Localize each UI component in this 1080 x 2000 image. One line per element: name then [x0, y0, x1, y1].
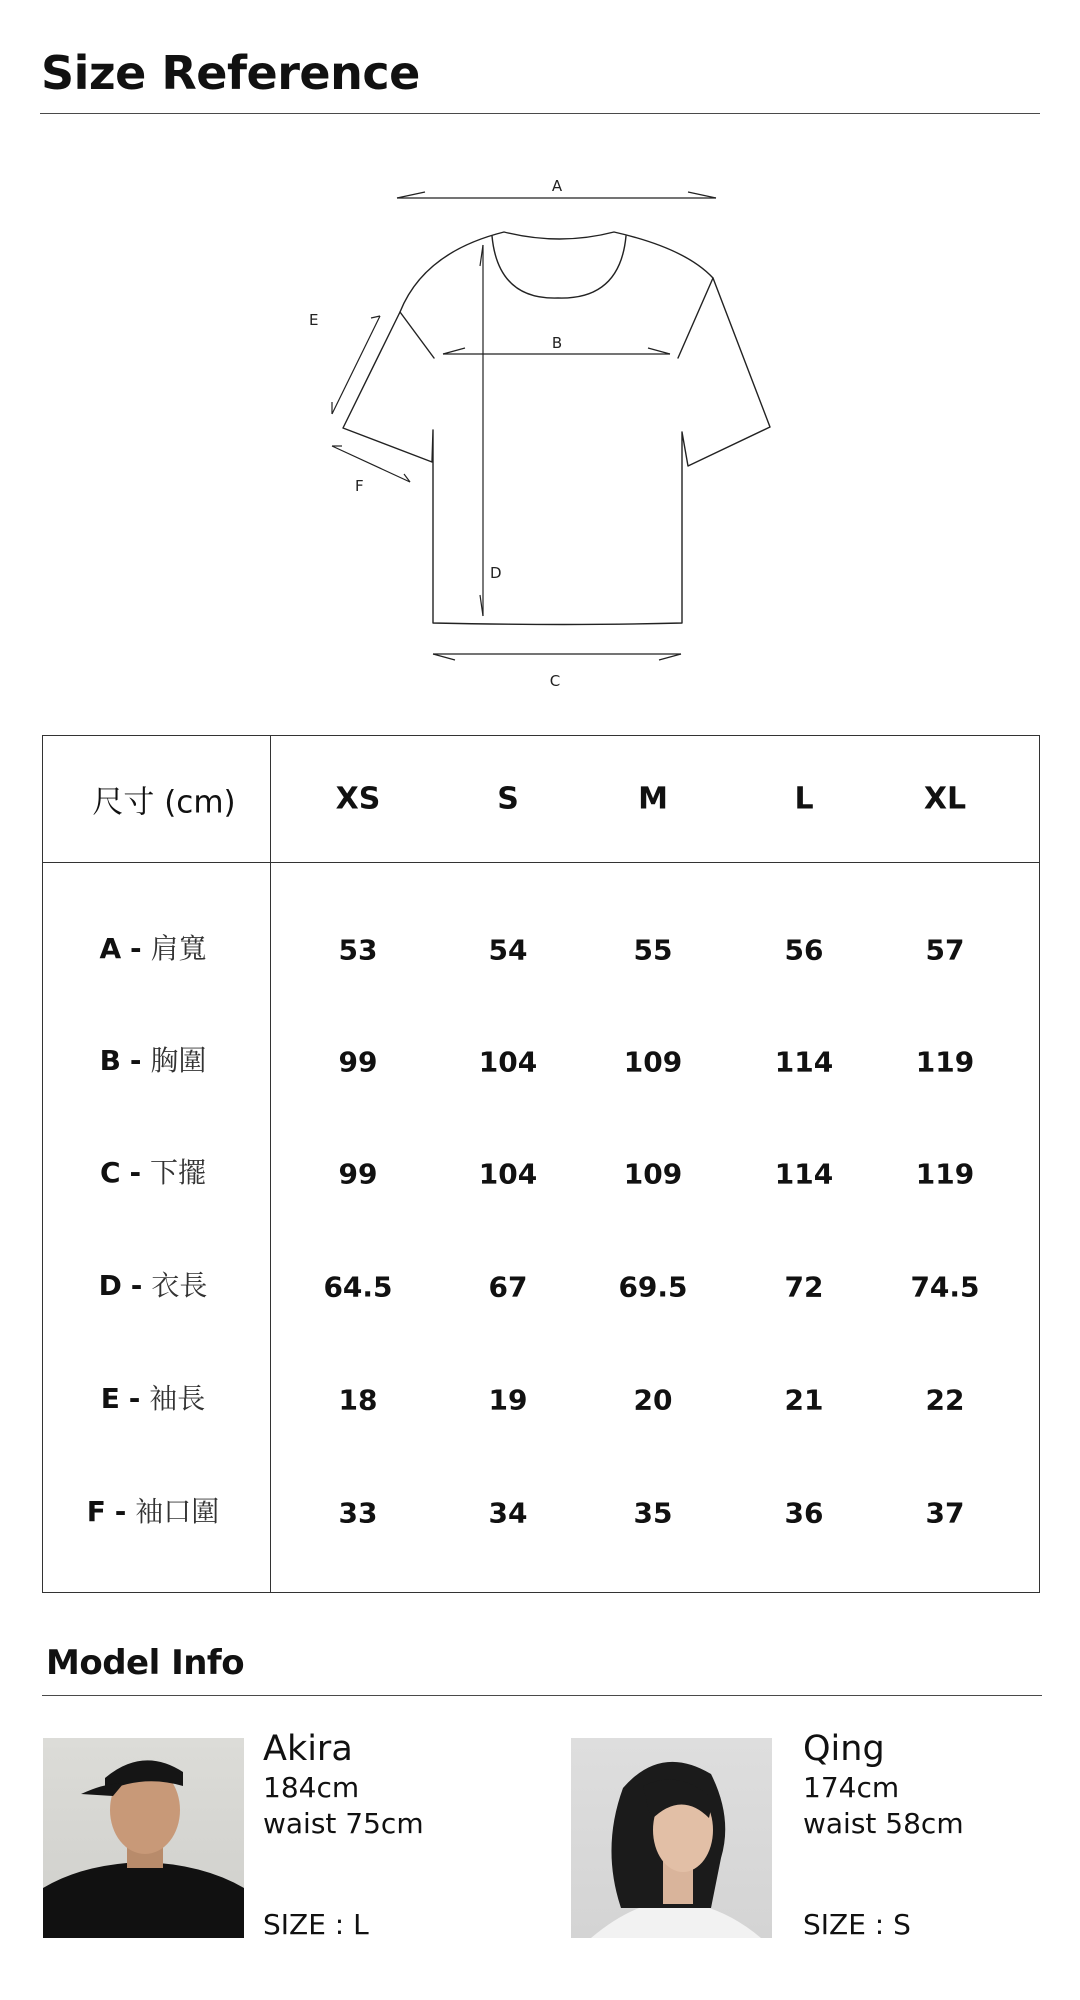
value-e-xl: 22	[925, 1383, 965, 1417]
value-a-xl: 57	[925, 933, 965, 967]
value-d-xl: 74.5	[910, 1270, 980, 1304]
row-measure-name: 肩寬	[150, 932, 207, 965]
value-f-xs: 33	[338, 1496, 378, 1530]
row-dash: -	[130, 932, 142, 965]
value-f-xl: 37	[925, 1496, 965, 1530]
value-d-s: 67	[488, 1270, 528, 1304]
value-b-xl: 119	[915, 1045, 975, 1079]
measure-line-f	[332, 446, 410, 482]
value-a-s: 54	[488, 933, 528, 967]
row-dash: -	[128, 1382, 141, 1415]
size-header-s: S	[497, 781, 519, 817]
row-label-b	[100, 1039, 207, 1079]
size-header-xl: XL	[923, 781, 967, 817]
row-letter: D	[98, 1269, 122, 1302]
value-a-xs: 53	[338, 933, 378, 967]
row-measure-name: 衣長	[151, 1269, 208, 1302]
tshirt-outline	[343, 232, 770, 625]
value-c-m: 109	[623, 1157, 683, 1191]
value-a-l: 56	[784, 933, 824, 967]
label-f: F	[355, 477, 364, 495]
row-letter: E	[100, 1382, 120, 1415]
value-b-s: 104	[478, 1045, 538, 1079]
value-d-xs: 64.5	[323, 1270, 393, 1304]
value-c-l: 114	[774, 1157, 834, 1191]
row-measure-name: 下擺	[149, 1156, 207, 1189]
label-e: E	[309, 311, 319, 329]
row-label-c	[100, 1151, 206, 1191]
value-f-s: 34	[488, 1496, 528, 1530]
model-waist: waist 75cm	[263, 1807, 424, 1840]
tshirt-neck-rib	[492, 236, 626, 298]
value-e-m: 20	[633, 1383, 673, 1417]
value-a-m: 55	[633, 933, 673, 967]
model-photo-akira	[43, 1738, 244, 1938]
model-info-title: Model Info	[46, 1643, 245, 1683]
label-c: C	[549, 672, 561, 690]
value-d-l: 72	[784, 1270, 824, 1304]
row-letter: C	[99, 1156, 121, 1189]
row-measure-name: 胸圍	[150, 1044, 207, 1077]
table-corner-label: 尺寸 (cm)	[92, 784, 236, 821]
row-dash: -	[129, 1044, 142, 1077]
model-height: 174cm	[803, 1771, 900, 1804]
row-measure-name: 袖長	[149, 1382, 206, 1415]
row-measure-name: 袖口圍	[135, 1495, 220, 1528]
size-table	[42, 735, 1040, 1593]
size-header-m: M	[638, 781, 668, 817]
value-f-m: 35	[633, 1496, 673, 1530]
table-column-divider	[270, 736, 271, 1592]
model-size: SIZE : S	[803, 1908, 911, 1941]
model-card-qing	[803, 1728, 964, 1941]
row-letter: B	[99, 1044, 121, 1077]
model-waist: waist 58cm	[803, 1807, 964, 1840]
page-title: Size Reference	[41, 46, 420, 100]
row-dash: -	[114, 1495, 127, 1528]
model-height: 184cm	[263, 1771, 360, 1804]
value-b-xs: 99	[338, 1045, 378, 1079]
value-c-xs: 99	[338, 1157, 378, 1191]
size-header-l: L	[794, 781, 814, 817]
model-name: Akira	[263, 1729, 353, 1769]
value-e-s: 19	[488, 1383, 528, 1417]
size-header-xs: XS	[335, 781, 381, 817]
value-e-l: 21	[784, 1383, 824, 1417]
row-label-e	[101, 1377, 206, 1417]
tshirt-shoulder-right	[678, 278, 713, 358]
value-b-l: 114	[774, 1045, 834, 1079]
row-dash: -	[130, 1269, 143, 1302]
value-b-m: 109	[623, 1045, 683, 1079]
model-size: SIZE : L	[263, 1908, 369, 1941]
value-d-m: 69.5	[618, 1270, 688, 1304]
model-info-divider	[42, 1695, 1042, 1696]
label-a: A	[551, 177, 563, 195]
value-c-xl: 119	[915, 1157, 975, 1191]
row-letter: A	[99, 932, 122, 965]
tshirt-shoulder-left	[400, 312, 434, 358]
row-letter: F	[86, 1495, 106, 1528]
table-header-divider	[43, 862, 1039, 863]
label-d: D	[490, 564, 502, 582]
row-label-f	[87, 1490, 220, 1530]
tshirt-measurement-diagram	[0, 140, 1080, 700]
row-label-a	[99, 927, 206, 967]
value-c-s: 104	[478, 1157, 538, 1191]
value-f-l: 36	[784, 1496, 824, 1530]
row-dash: -	[129, 1156, 142, 1189]
title-divider	[40, 113, 1040, 114]
model-photo-qing	[571, 1738, 772, 1938]
model-name: Qing	[803, 1729, 885, 1769]
value-e-xs: 18	[338, 1383, 378, 1417]
label-b: B	[551, 334, 563, 352]
row-label-d	[99, 1264, 208, 1304]
measure-line-e	[332, 316, 380, 414]
model-card-akira	[263, 1728, 424, 1941]
